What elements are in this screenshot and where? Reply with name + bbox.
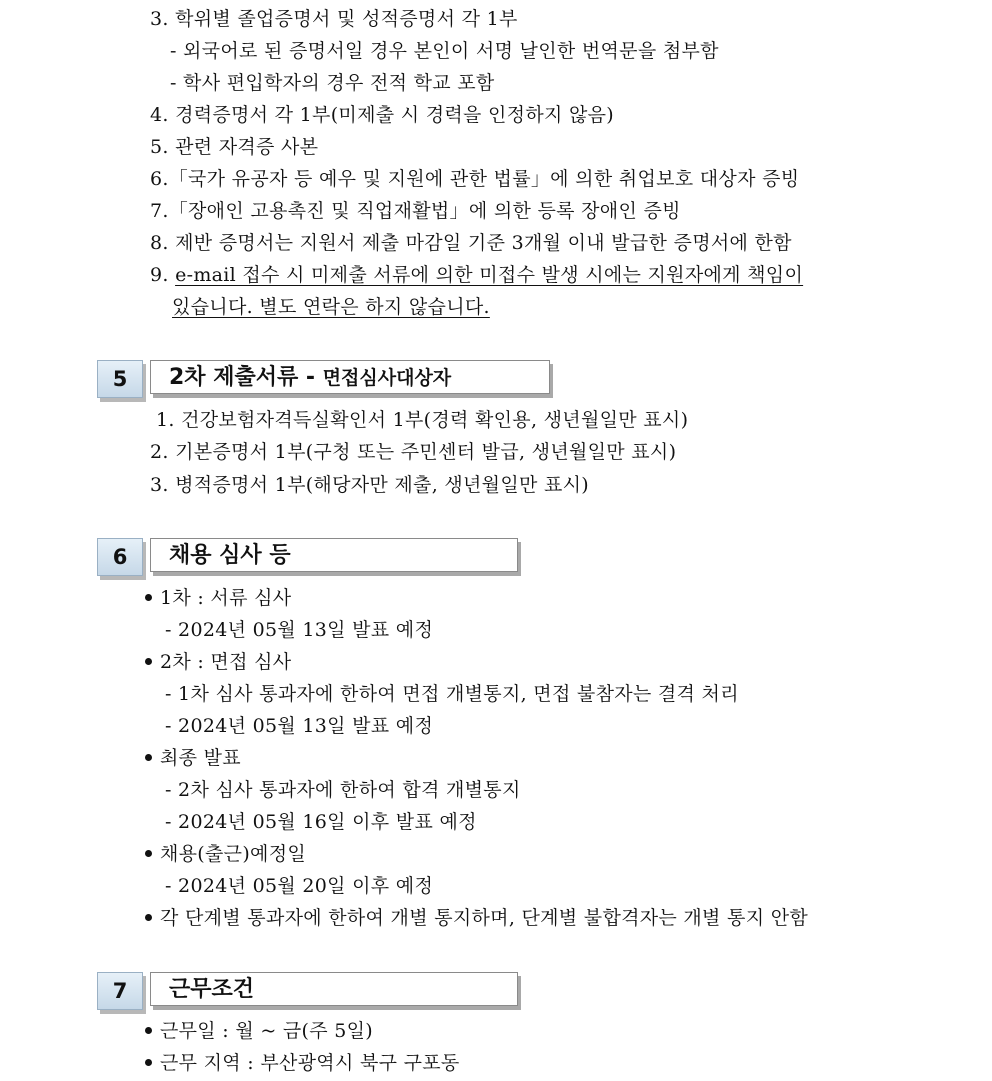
section-title-sub: 면접심사대상자 <box>322 367 452 389</box>
section-5-item: 3. 병적증명서 1부(해당자만 제출, 생년월일만 표시) <box>150 474 590 496</box>
list-subitem: - 외국어로 된 증명서일 경우 본인이 서명 날인한 번역문을 첨부함 <box>170 40 719 62</box>
list-item-5: 5. 관련 자격증 사본 <box>150 136 319 158</box>
bullet-dot-icon <box>145 914 152 921</box>
list-item-9-number: 9. <box>150 264 169 286</box>
section-5-item: 1. 건강보험자격득실확인서 1부(경력 확인용, 생년월일만 표시) <box>156 409 689 431</box>
bullet-item <box>145 586 291 610</box>
bullet-text: 1차 : 서류 심사 <box>160 587 292 609</box>
bullet-text: 각 단계별 통과자에 한하여 개별 통지하며, 단계별 불합격자는 개별 통지 안함 <box>160 907 809 929</box>
bullet-item <box>145 1019 373 1043</box>
section-title <box>150 360 550 394</box>
bullet-dot-icon <box>145 1059 152 1066</box>
bullet-dot-icon <box>145 1027 152 1034</box>
bullet-dot-icon <box>145 850 152 857</box>
list-subitem: - 학사 편입학자의 경우 전적 학교 포함 <box>170 72 495 94</box>
bullet-text: 채용(출근)예정일 <box>160 843 307 865</box>
list-item-9 <box>150 263 803 287</box>
section-5-heading <box>97 360 567 400</box>
section-number-badge: 6 <box>97 538 143 576</box>
bullet-item <box>145 842 306 866</box>
sub-item: - 1차 심사 통과자에 한하여 면접 개별통지, 면접 불참자는 결격 처리 <box>165 683 739 705</box>
sub-item: - 2024년 05월 13일 발표 예정 <box>165 619 434 641</box>
section-7-heading <box>97 972 527 1012</box>
bullet-item <box>145 906 808 930</box>
list-item-4: 4. 경력증명서 각 1부(미제출 시 경력을 인정하지 않음) <box>150 104 614 126</box>
section-title: 채용 심사 등 <box>150 538 518 572</box>
list-item-9-text: e-mail 접수 시 미제출 서류에 의한 미접수 발생 시에는 지원자에게 책임이 <box>175 264 804 286</box>
bullet-item <box>145 1051 460 1075</box>
sub-item: - 2024년 05월 13일 발표 예정 <box>165 715 434 737</box>
bullet-text: 근무일 : 월 ~ 금(주 5일) <box>160 1020 374 1042</box>
list-item-8: 8. 제반 증명서는 지원서 제출 마감일 기준 3개월 이내 발급한 증명서에 한함 <box>150 232 792 254</box>
section-number-badge: 5 <box>97 360 143 398</box>
section-title-main: 2차 제출서류 - <box>169 365 323 390</box>
list-item-6: 6.「국가 유공자 등 예우 및 지원에 관한 법률」에 의한 취업보호 대상자 증빙 <box>150 168 800 190</box>
section-number-badge: 7 <box>97 972 143 1010</box>
bullet-text: 최종 발표 <box>160 747 241 769</box>
bullet-dot-icon <box>145 658 152 665</box>
sub-item: - 2차 심사 통과자에 한하여 합격 개별통지 <box>165 779 521 801</box>
bullet-dot-icon <box>145 754 152 761</box>
list-item-7: 7.「장애인 고용촉진 및 직업재활법」에 의한 등록 장애인 증빙 <box>150 200 681 222</box>
bullet-item <box>145 746 241 770</box>
bullet-text: 근무 지역 : 부산광역시 북구 구포동 <box>160 1052 460 1074</box>
list-item-3: 3. 학위별 졸업증명서 및 성적증명서 각 1부 <box>150 8 518 30</box>
section-5-item: 2. 기본증명서 1부(구청 또는 주민센터 발급, 생년월일만 표시) <box>150 441 677 463</box>
sub-item: - 2024년 05월 20일 이후 예정 <box>165 875 434 897</box>
sub-item: - 2024년 05월 16일 이후 발표 예정 <box>165 811 477 833</box>
section-title: 근무조건 <box>150 972 518 1006</box>
list-item-9-continuation: 있습니다. 별도 연락은 하지 않습니다. <box>172 296 490 318</box>
bullet-item <box>145 650 291 674</box>
bullet-dot-icon <box>145 594 152 601</box>
bullet-text: 2차 : 면접 심사 <box>160 651 292 673</box>
section-6-heading <box>97 538 527 578</box>
